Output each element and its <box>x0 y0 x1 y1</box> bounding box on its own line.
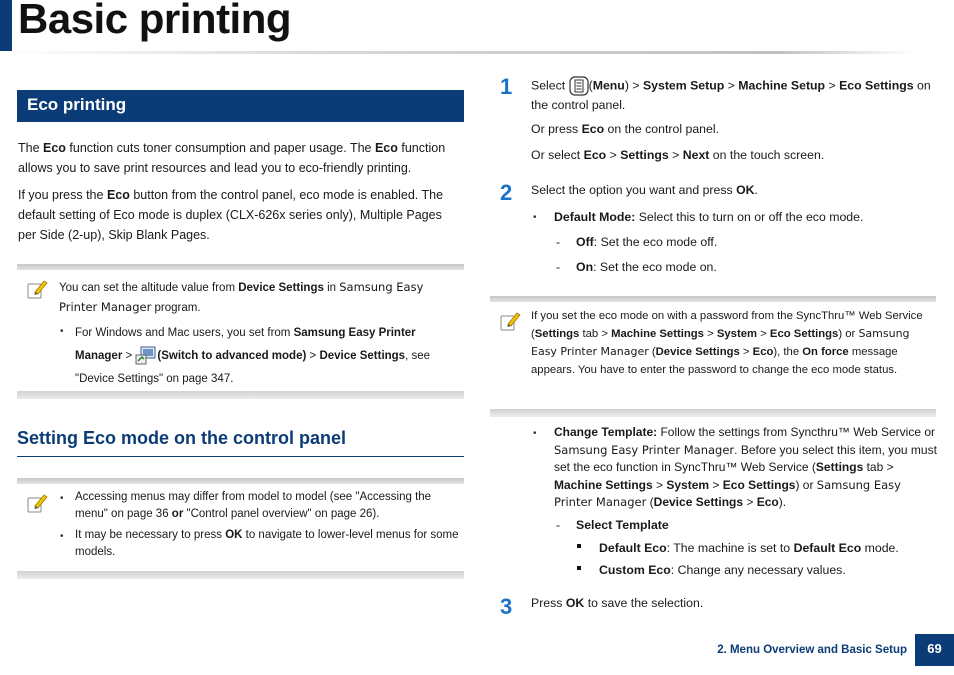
text-bold: Device Settings <box>653 495 744 509</box>
switch-advanced-mode-icon <box>135 346 157 366</box>
text-bold: Machine Settings <box>611 328 704 340</box>
text: > <box>709 477 723 492</box>
app-name: Samsung Easy Printer Manager <box>554 477 901 509</box>
note-box-password <box>490 296 936 417</box>
note-pencil-icon <box>26 278 48 300</box>
page-number: 69 <box>927 641 942 656</box>
note-box-altitude <box>17 264 464 399</box>
bullet-dot: • <box>60 326 64 337</box>
dash-marker: - <box>556 235 561 249</box>
text-bold: System <box>666 477 710 492</box>
step2-text <box>531 181 758 199</box>
text: to save the selection. <box>584 596 704 610</box>
text: > <box>628 78 643 93</box>
note2-bullet1 <box>75 489 460 523</box>
text: ( <box>646 495 654 509</box>
text-bold: Eco <box>583 148 607 162</box>
step1-or-select <box>531 146 824 164</box>
text-bold: Eco Settings <box>722 477 796 492</box>
square-bullet <box>577 566 581 570</box>
default-eco-item <box>599 539 899 557</box>
text: ( <box>648 346 656 358</box>
text-bold: Eco <box>43 141 66 155</box>
note2-bullet2 <box>75 527 460 561</box>
page-number-box <box>915 634 954 666</box>
page-title: Basic printing <box>18 0 292 42</box>
intro-paragraph-1 <box>18 138 463 178</box>
intro-paragraph-2 <box>18 185 463 245</box>
text: Press <box>531 596 566 610</box>
note-bottom-bar <box>17 571 464 579</box>
text: : Set the eco mode off. <box>593 235 718 249</box>
text: If you press the <box>18 188 107 202</box>
text-bold: OK <box>225 529 243 541</box>
text-bold: Off <box>576 235 594 249</box>
text: Select the option you want and press <box>531 183 737 197</box>
note-bottom-bar <box>490 409 936 417</box>
text: If you set the eco mode on with a password from the SyncThru™ Web Service ( <box>531 310 923 340</box>
separator: > <box>309 350 317 362</box>
note-top-bar <box>17 478 464 484</box>
text-bold: Device Settings <box>319 350 406 362</box>
note3-text <box>531 307 935 379</box>
app-name: Samsung Easy Printer Manager <box>554 442 735 457</box>
text-bold: OK <box>565 596 585 610</box>
select-template-label: Select Template <box>576 518 669 532</box>
text: tab > <box>863 460 894 474</box>
text-bold: On <box>576 260 594 274</box>
text-bold: Eco <box>106 188 130 202</box>
text-bold: Default Eco <box>599 541 667 555</box>
text: > <box>652 477 667 492</box>
text-bold: OK <box>736 183 755 197</box>
text-bold: Eco Settings <box>839 78 914 93</box>
bullet-dot: • <box>533 212 537 223</box>
text: mode. <box>861 541 899 555</box>
dash-marker: - <box>556 260 561 274</box>
text-bold: Samsung Easy Printer Manager <box>75 327 416 362</box>
text: on the touch screen. <box>709 148 825 162</box>
text-bold: Device Settings <box>238 282 324 294</box>
note1-bullet <box>75 322 460 391</box>
text-bold: System <box>716 328 758 340</box>
text-bold: Machine Setup <box>738 78 826 93</box>
text: on the control panel. <box>604 122 719 136</box>
text-bold: Machine Settings <box>554 477 653 492</box>
text: > <box>743 495 757 509</box>
step1-text: Select (Menu) > System Setup > Machine Setup > Eco Settings on the control panel. <box>531 76 939 114</box>
text: Select this to turn on or off the eco mode. <box>635 210 864 224</box>
text: > <box>724 78 739 93</box>
bullet-dot: • <box>60 531 64 542</box>
off-item <box>576 233 717 251</box>
default-mode-item <box>554 208 863 226</box>
on-item <box>576 258 717 276</box>
text: in <box>323 282 340 294</box>
text: It may be necessary to press <box>75 529 226 541</box>
bullet-dot: • <box>60 493 64 504</box>
note-top-bar <box>17 264 464 270</box>
footer-chapter-link[interactable]: 2. Menu Overview and Basic Setup <box>717 644 907 656</box>
text-bold: or <box>171 508 184 520</box>
text: > <box>606 148 621 162</box>
header-accent-bar <box>0 0 12 52</box>
text-bold: (Switch to advanced mode) <box>157 350 307 362</box>
text: ) or <box>838 328 859 340</box>
text: Or select <box>531 148 584 162</box>
text: You can set the altitude value from <box>59 282 239 294</box>
text: Follow the settings from Syncthru™ Web Service or <box>657 425 936 439</box>
note-pencil-icon <box>26 492 48 514</box>
text-bold: Change Template: <box>554 425 658 439</box>
text: Accessing menus may differ from model to model (see "Accessing the menu" on page 36 <box>75 491 432 520</box>
bullet-dot: • <box>533 428 537 439</box>
text-bold: Eco Settings <box>769 328 839 340</box>
text-bold: Custom Eco <box>599 563 671 577</box>
text-bold: Next <box>682 148 710 162</box>
text: : Set the eco mode on. <box>593 260 717 274</box>
separator: > <box>125 350 133 362</box>
text-bold: Default Mode: <box>554 210 636 224</box>
text: > <box>757 328 770 340</box>
text: The <box>18 141 44 155</box>
text: message appears. You have to enter the password to change the eco mode status. <box>531 346 898 376</box>
text: > <box>825 78 840 93</box>
note-bottom-bar <box>17 391 464 399</box>
step1-or-press <box>531 120 719 138</box>
text-bold: Device Settings <box>655 346 740 358</box>
text: function allows you to save print resources and lead you to eco-friendly printing. <box>18 141 446 175</box>
text: program. <box>151 302 201 314</box>
text-bold: Menu <box>592 78 625 93</box>
text: : The machine is set to <box>666 541 794 555</box>
text: on the control panel. <box>531 78 931 112</box>
text: "Control panel overview" on page 26). <box>183 508 380 520</box>
text: . Before you select this item, you must set the eco function in SyncThru™ Web Service ( <box>554 442 937 474</box>
text-bold: Eco <box>374 141 398 155</box>
text-bold: Settings <box>815 460 864 474</box>
section-banner-title: Eco printing <box>27 95 127 114</box>
text: to navigate to lower-level menus for some models. <box>75 529 459 558</box>
custom-eco-item <box>599 561 846 579</box>
text: tab > <box>579 328 612 340</box>
section-title-rule <box>17 456 464 457</box>
text: > <box>703 328 717 340</box>
text: , see "Device Settings" on page 347. <box>75 350 431 385</box>
section-title: Setting Eco mode on the control panel <box>17 428 347 448</box>
note1-text <box>59 278 454 318</box>
app-name: Samsung Easy Printer Manager <box>531 327 910 358</box>
text: ) or <box>795 477 817 492</box>
text-bold: Settings <box>620 148 669 162</box>
text: . <box>754 183 758 197</box>
text: : Change any necessary values. <box>670 563 846 577</box>
note-box-menus <box>17 478 464 579</box>
title-divider <box>0 51 915 54</box>
change-template-item <box>554 424 938 512</box>
text-bold: System Setup <box>642 78 725 93</box>
text: For Windows and Mac users, you set from <box>75 327 294 339</box>
text-bold: Settings <box>534 328 580 340</box>
text-bold: Default Eco <box>793 541 862 555</box>
step-number-1: 1 <box>500 74 513 99</box>
text-bold: On force <box>802 346 849 358</box>
step-number-2: 2 <box>500 180 513 205</box>
text: Select <box>531 78 569 93</box>
text: function cuts toner consumption and paper usage. The <box>65 141 375 155</box>
menu-button-icon <box>569 76 589 96</box>
section-banner <box>17 90 464 122</box>
step-number-3: 3 <box>500 594 513 619</box>
text: Or press <box>531 122 582 136</box>
text-bold: Eco <box>756 495 779 509</box>
text: ), the <box>773 346 803 358</box>
text-bold: Eco <box>752 346 774 358</box>
text: button from the control panel, eco mode is enabled. The default setting of Eco mode is duplex (CLX-626x series only), Multiple Pages per Side (2-up), Skip Blank Pages. <box>18 188 444 242</box>
text-bold: Eco <box>581 122 605 136</box>
note-top-bar <box>490 296 936 302</box>
dash-marker: - <box>556 518 561 532</box>
app-name: Samsung Easy Printer Manager <box>59 280 424 314</box>
text: ). <box>778 495 787 509</box>
note-pencil-icon <box>499 310 521 332</box>
square-bullet <box>577 544 581 548</box>
text: > <box>739 346 753 358</box>
step3-text <box>531 594 703 612</box>
text: > <box>668 148 683 162</box>
